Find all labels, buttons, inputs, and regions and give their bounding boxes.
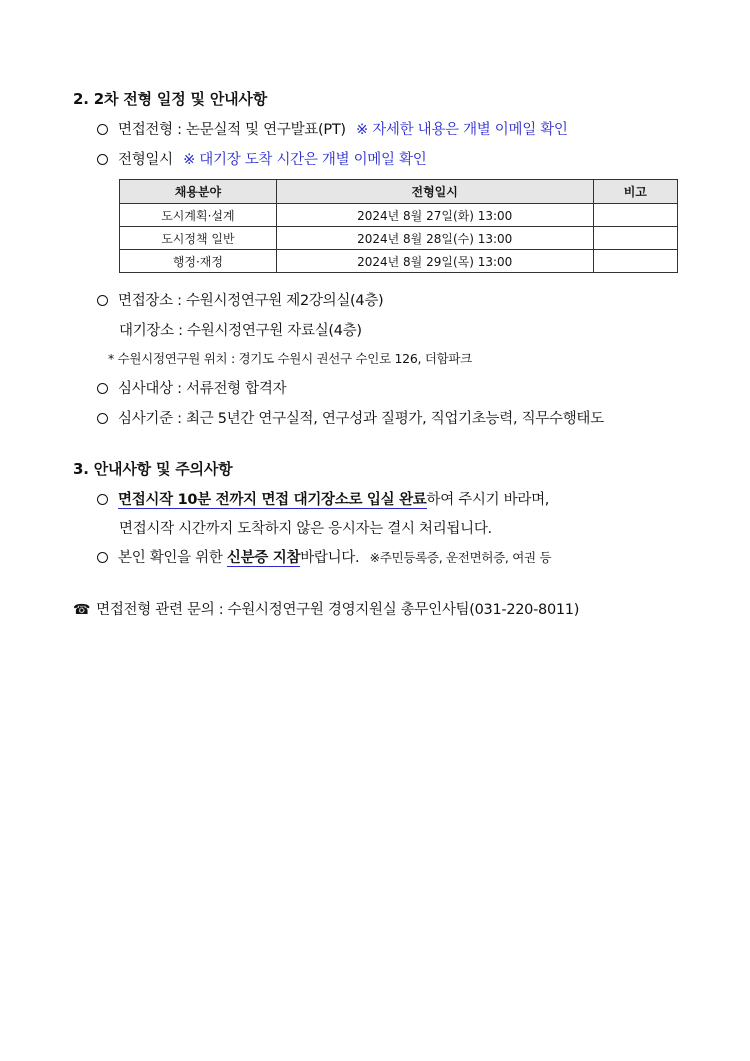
location-note: * 수원시정연구원 위치 : 경기도 수원시 권선구 수인로 126, 더함파크 bbox=[108, 351, 472, 366]
waiting-place-text: 대기장소 : 수원시정연구원 자료실(4층) bbox=[119, 323, 362, 339]
circle-bullet-icon bbox=[97, 154, 108, 165]
section3-title: 3. 안내사항 및 주의사항 bbox=[73, 460, 233, 478]
circle-bullet-icon bbox=[97, 494, 108, 505]
interview-place-text: 면접장소 : 수원시정연구원 제2강의실(4층) bbox=[118, 293, 384, 309]
interview-method-item bbox=[97, 118, 568, 139]
id-note: ※주민등록증, 운전면허증, 여권 등 bbox=[369, 550, 552, 565]
criteria-text: 심사기준 : 최근 5년간 연구실적, 연구성과 질평가, 직업기초능력, 직무수행태도 bbox=[118, 411, 604, 427]
schedule-item bbox=[97, 148, 426, 169]
cell-datetime: 2024년 8월 27일(화) 13:00 bbox=[276, 204, 593, 227]
section2-title: 2. 2차 전형 일정 및 안내사항 bbox=[73, 90, 267, 108]
cell-datetime: 2024년 8월 28일(수) 13:00 bbox=[276, 227, 593, 250]
table-row bbox=[120, 204, 678, 227]
cell-remarks bbox=[593, 250, 677, 273]
cell-datetime: 2024년 8월 29일(목) 13:00 bbox=[276, 250, 593, 273]
target-text: 심사대상 : 서류전형 합격자 bbox=[118, 381, 287, 397]
arrival-rest: 하여 주시기 바라며, bbox=[426, 492, 550, 508]
interview-place-item bbox=[97, 289, 383, 310]
table-header-row bbox=[120, 180, 678, 204]
header-remarks: 비고 bbox=[593, 180, 677, 204]
header-datetime: 전형일시 bbox=[276, 180, 593, 204]
id-emphasis: 신분증 지참 bbox=[226, 550, 301, 566]
cell-remarks bbox=[593, 204, 677, 227]
circle-bullet-icon bbox=[97, 552, 108, 563]
criteria-item bbox=[97, 407, 604, 428]
schedule-text: 전형일시 bbox=[118, 152, 173, 168]
arrival-emphasis: 면접시작 10분 전까지 면접 대기장소로 입실 완료 bbox=[118, 492, 427, 508]
id-rest: 바랍니다. bbox=[300, 550, 360, 566]
arrival-item bbox=[97, 488, 549, 509]
phone-icon: ☎ bbox=[73, 602, 91, 618]
cell-field: 행정·재정 bbox=[120, 250, 277, 273]
circle-bullet-icon bbox=[97, 124, 108, 135]
table-row bbox=[120, 227, 678, 250]
header-field: 채용분야 bbox=[120, 180, 277, 204]
table-row bbox=[120, 250, 678, 273]
circle-bullet-icon bbox=[97, 295, 108, 306]
id-prefix: 본인 확인을 위한 bbox=[118, 550, 227, 566]
cell-field: 도시계획·설계 bbox=[120, 204, 277, 227]
cell-remarks bbox=[593, 227, 677, 250]
cell-field: 도시정책 일반 bbox=[120, 227, 277, 250]
circle-bullet-icon bbox=[97, 413, 108, 424]
circle-bullet-icon bbox=[97, 383, 108, 394]
schedule-note: ※ 대기장 도착 시간은 개별 이메일 확인 bbox=[183, 152, 427, 168]
contact-line bbox=[73, 598, 579, 619]
interview-method-text: 면접전형 : 논문실적 및 연구발표(PT) bbox=[118, 122, 346, 138]
schedule-table bbox=[119, 179, 678, 273]
target-item bbox=[97, 377, 286, 398]
interview-method-note: ※ 자세한 내용은 개별 이메일 확인 bbox=[356, 122, 568, 138]
id-item bbox=[97, 546, 551, 567]
contact-text: 면접전형 관련 문의 : 수원시정연구원 경영지원실 총무인사팀(031-220-8011) bbox=[96, 602, 580, 618]
absence-text: 면접시작 시간까지 도착하지 않은 응시자는 결시 처리됩니다. bbox=[119, 521, 492, 537]
